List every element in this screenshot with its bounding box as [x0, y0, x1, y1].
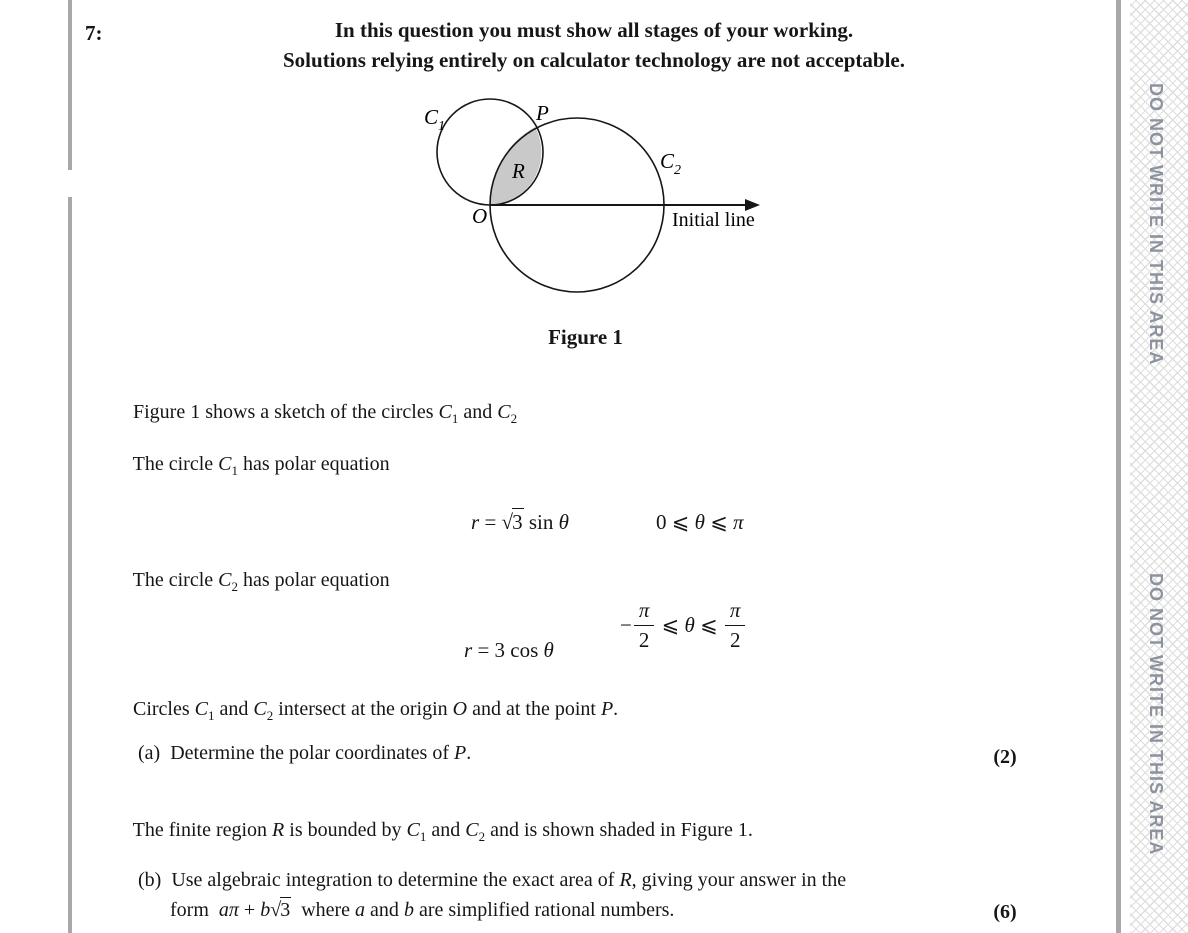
text-run: and — [214, 698, 254, 720]
var-r: r — [464, 638, 473, 663]
text-run: and is shown shaded in Figure 1. — [485, 819, 753, 841]
text-run: ⩽ — [704, 510, 734, 535]
var-c1-sub: 1 — [208, 708, 215, 723]
var-c2-sub: 2 — [478, 829, 486, 844]
do-not-write-text-top: DO NOT WRITE IN THIS AREA — [1146, 83, 1166, 366]
text-run: and — [426, 819, 466, 841]
text-run: The circle — [132, 569, 219, 591]
paragraph-c2-intro — [113, 543, 390, 620]
fraction-denominator: 2 — [634, 625, 655, 651]
sin-function: sin — [523, 510, 559, 535]
figure-caption: Figure 1 — [548, 325, 623, 349]
var-c-sub: 2 — [231, 579, 238, 594]
text-run: = 3 cos — [472, 638, 544, 663]
label-c2: $C_2$ — [660, 149, 682, 178]
plus-sign: + — [238, 899, 261, 921]
var-c1: C — [194, 698, 208, 720]
text-run: Figure 1 shows a sketch of the circles — [133, 401, 439, 423]
part-a-label: (a) — [138, 742, 161, 764]
part-a-question — [118, 716, 471, 791]
var-c1: C — [406, 819, 420, 841]
do-not-write-text-bottom: DO NOT WRITE IN THIS AREA — [1146, 573, 1166, 856]
text-run: The circle — [132, 453, 219, 475]
text-run: and — [458, 401, 498, 423]
text-run: The finite region — [132, 819, 273, 841]
var-c-sub: 1 — [231, 463, 238, 478]
text-run: and at the point — [467, 698, 601, 720]
text-run: form — [170, 899, 219, 921]
part-b-label: (b) — [138, 869, 162, 891]
part-a-marks: (2) — [993, 746, 1017, 768]
var-b: b — [260, 899, 271, 921]
text-run: intersect at the origin — [273, 698, 453, 720]
var-pi: π — [228, 899, 239, 921]
var-pi: π — [729, 597, 741, 622]
var-pi: π — [733, 510, 744, 535]
fraction-denominator: 2 — [725, 625, 746, 651]
text-run: 0 ⩽ — [656, 510, 695, 535]
figure-1-diagram — [420, 92, 765, 302]
text-run: Circles — [133, 698, 195, 720]
text-run: and — [365, 899, 404, 921]
domain-c1 — [635, 483, 744, 562]
do-not-write-sidebar — [1130, 0, 1188, 933]
minus-sign: − — [620, 612, 632, 637]
label-c1: $C_1$ — [424, 105, 446, 134]
label-r: R — [512, 159, 525, 183]
part-b-marks: (6) — [993, 901, 1017, 923]
var-c2: C — [253, 698, 267, 720]
var-theta: θ — [684, 612, 695, 637]
sqrt-radicand: 3 — [512, 510, 523, 535]
text-run: where — [291, 899, 356, 921]
text-run: . — [466, 742, 472, 764]
var-b: b — [403, 899, 414, 921]
instruction-line-1: In this question you must show all stages of your working. — [334, 18, 854, 42]
var-c1: C — [438, 401, 452, 423]
left-margin-bar-bottom — [68, 197, 72, 933]
fraction-pi-over-2 — [725, 597, 746, 652]
sqrt-icon: √ — [270, 899, 281, 921]
label-o: O — [472, 204, 488, 228]
var-r-region: R — [619, 869, 632, 891]
text-run: has polar equation — [237, 453, 390, 475]
var-c2-sub: 2 — [266, 708, 274, 723]
instruction-line-2: Solutions relying entirely on calculator technology are not acceptable. — [283, 48, 905, 72]
var-c2: C — [497, 401, 511, 423]
text-run: is bounded by — [284, 819, 407, 841]
text-run: Determine the polar coordinates of — [160, 742, 454, 764]
var-a: a — [355, 899, 366, 921]
sqrt-icon: √ — [501, 510, 513, 535]
var-c2: C — [465, 819, 479, 841]
text-run: . — [613, 698, 619, 720]
var-c2-sub: 2 — [510, 411, 518, 426]
label-p: P — [536, 101, 549, 125]
text-run: Use algebraic integration to determine the exact area of — [161, 869, 620, 891]
right-margin-bar — [1116, 0, 1121, 933]
part-b-question-line-2 — [150, 873, 674, 933]
leq-sign: ⩽ — [656, 612, 685, 637]
leq-sign: ⩽ — [694, 612, 723, 637]
var-a: a — [218, 899, 229, 921]
paragraph-c1-intro — [113, 427, 390, 504]
var-r-region: R — [272, 819, 285, 841]
var-c1-sub: 1 — [451, 411, 459, 426]
var-c: C — [218, 569, 232, 591]
text-run: are simplified rational numbers. — [413, 899, 675, 921]
var-p: P — [453, 742, 467, 764]
var-p: P — [600, 698, 614, 720]
fraction-pi-over-2 — [634, 597, 655, 652]
domain-c2 — [620, 597, 747, 653]
var-c: C — [218, 453, 232, 475]
var-pi: π — [638, 597, 650, 622]
question-number: 7: — [85, 21, 103, 45]
sqrt-radicand: 3 — [280, 899, 291, 921]
label-initial-line: Initial line — [672, 209, 755, 231]
var-theta: θ — [543, 638, 554, 663]
var-c1-sub: 1 — [419, 829, 427, 844]
text-run: has polar equation — [237, 569, 390, 591]
var-theta: θ — [694, 510, 705, 535]
var-o: O — [452, 698, 468, 720]
equals-sign: = — [479, 510, 502, 535]
var-theta: θ — [558, 510, 569, 535]
text-run: , giving your answer in the — [631, 869, 847, 891]
equation-c1 — [450, 483, 569, 562]
var-r: r — [471, 510, 480, 535]
